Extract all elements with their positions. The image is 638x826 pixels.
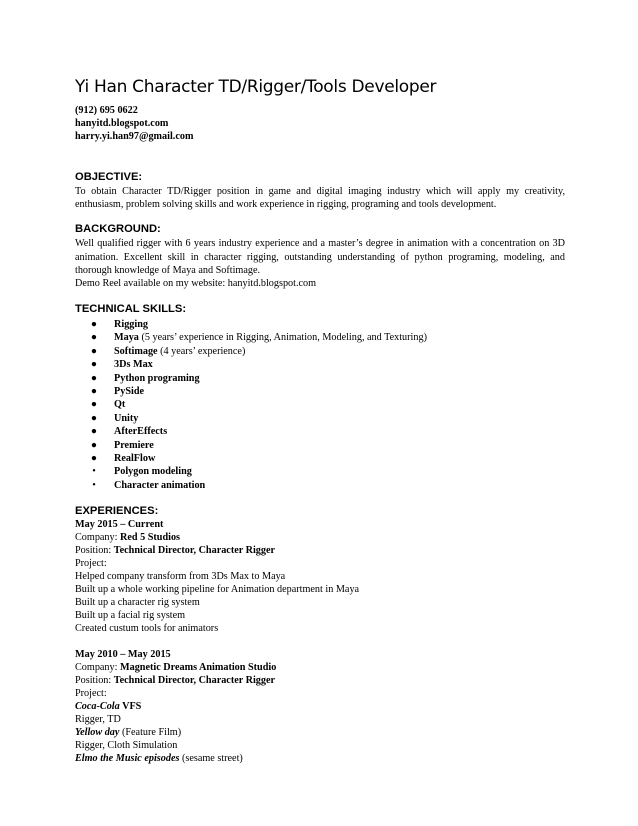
company-name: Magnetic Dreams Animation Studio [120, 662, 277, 674]
skill-name: Unity [114, 412, 139, 424]
background-heading: BACKGROUND: [75, 223, 161, 236]
bullet-icon: ● [90, 359, 98, 371]
job-entry [75, 648, 565, 765]
position-label: Position: [75, 675, 114, 687]
job-entry [75, 518, 565, 635]
skill-name: Qt [114, 399, 126, 411]
skill-name: RealFlow [114, 453, 156, 465]
objective-section [75, 170, 565, 211]
bullet-icon: ● [90, 453, 98, 465]
resume-page [75, 76, 565, 765]
skill-name: Softimage [114, 345, 158, 357]
project-label: Project: [75, 688, 107, 700]
bullet-icon: ● [90, 332, 98, 344]
project-line: Helped company transform from 3Ds Max to Maya [75, 571, 286, 583]
objective-heading: OBJECTIVE: [75, 171, 143, 183]
experiences-section [75, 504, 565, 765]
project-title-line [75, 726, 565, 739]
background-section [75, 222, 565, 290]
job-company [75, 661, 565, 674]
background-text: Well qualified rigger with 6 years industry experience and a master’s degree in animation with a concentration on 3D animation. Excellent skill in character rigging, outstanding understanding of python programing, modeling, and thorough knowledge of Maya and Softimage. [75, 238, 565, 276]
bullet-icon: ● [90, 319, 98, 331]
list-item [75, 479, 565, 492]
list-item [75, 398, 565, 411]
skill-name: 3Ds Max [114, 359, 153, 371]
bullet-icon: ● [90, 439, 98, 451]
email-address: harry.yi.han97@gmail.com [75, 131, 194, 142]
skills-section [75, 302, 565, 492]
project-line: Created custum tools for animators [75, 623, 219, 635]
job-position [75, 544, 565, 557]
job-dates: May 2010 – May 2015 [75, 649, 171, 661]
project-label: Project: [75, 558, 107, 570]
list-item [75, 358, 565, 371]
skill-name: Polygon modeling [114, 466, 192, 478]
bullet-icon: ● [90, 386, 98, 398]
website-link: hanyitd.blogspot.com [75, 118, 169, 129]
project-note: (Feature Film) [119, 727, 182, 739]
list-item [75, 465, 565, 478]
project-title: Coca-Cola [75, 701, 120, 713]
company-name: Red 5 Studios [120, 532, 181, 544]
position-name: Technical Director, Character Rigger [113, 675, 276, 687]
skill-name: Premiere [114, 439, 154, 451]
project-line: Built up a whole working pipeline for Animation department in Maya [75, 584, 360, 596]
list-item [75, 372, 565, 385]
objective-text: To obtain Character TD/Rigger position in game and digital imaging industry which will apply my creativity, enthusiasm, problem solving skills and work experience in rigging, programing and tools development. [75, 186, 565, 211]
project-note: (sesame street) [179, 753, 243, 765]
demo-reel-line: Demo Reel available on my website: hanyitd.blogspot.com [75, 278, 317, 290]
skill-name: Character animation [114, 479, 206, 491]
contact-block [75, 104, 565, 143]
company-label: Company: [75, 532, 120, 544]
project-suffix: VFS [119, 701, 142, 713]
bullet-icon: ● [90, 372, 98, 384]
bullet-icon: ● [90, 399, 98, 411]
skill-name: Python programing [114, 372, 200, 384]
skill-name: Rigging [114, 319, 148, 331]
list-item [75, 452, 565, 465]
company-label: Company: [75, 662, 120, 674]
list-item [75, 425, 565, 438]
position-label: Position: [75, 545, 114, 557]
position-name: Technical Director, Character Rigger [113, 545, 276, 557]
skills-list [75, 318, 565, 492]
skill-detail: (5 years’ experience in Rigging, Animation, Modeling, and Texturing) [138, 332, 427, 344]
list-item [75, 385, 565, 398]
skill-detail: (4 years’ experience) [157, 345, 246, 357]
project-title: Yellow day [75, 727, 120, 739]
bullet-icon: ● [90, 345, 98, 357]
project-role: Rigger, TD [75, 714, 121, 726]
project-title-line [75, 752, 565, 765]
project-title-line [75, 700, 565, 713]
job-dates: May 2015 – Current [75, 519, 164, 531]
bullet-icon: • [92, 479, 96, 491]
skills-heading: TECHNICAL SKILLS: [75, 303, 187, 316]
list-item [75, 439, 565, 452]
job-company [75, 531, 565, 544]
skill-name: Maya [114, 332, 139, 344]
bullet-icon: • [92, 466, 96, 478]
bullet-icon: ● [90, 426, 98, 438]
bullet-icon: ● [90, 412, 98, 424]
job-position [75, 674, 565, 687]
project-line: Built up a character rig system [75, 597, 200, 609]
phone-number: (912) 695 0622 [75, 105, 138, 116]
project-role: Rigger, Cloth Simulation [75, 740, 178, 752]
project-title: Elmo the Music episodes [75, 753, 180, 765]
project-line: Built up a facial rig system [75, 610, 186, 622]
experiences-heading: EXPERIENCES: [75, 505, 159, 518]
list-item [75, 345, 565, 358]
page-title: Yi Han Character TD/Rigger/Tools Developer [75, 77, 437, 97]
skill-name: PySide [114, 386, 145, 398]
list-item [75, 318, 565, 331]
list-item [75, 331, 565, 344]
list-item [75, 412, 565, 425]
skill-name: AfterEffects [114, 426, 168, 438]
